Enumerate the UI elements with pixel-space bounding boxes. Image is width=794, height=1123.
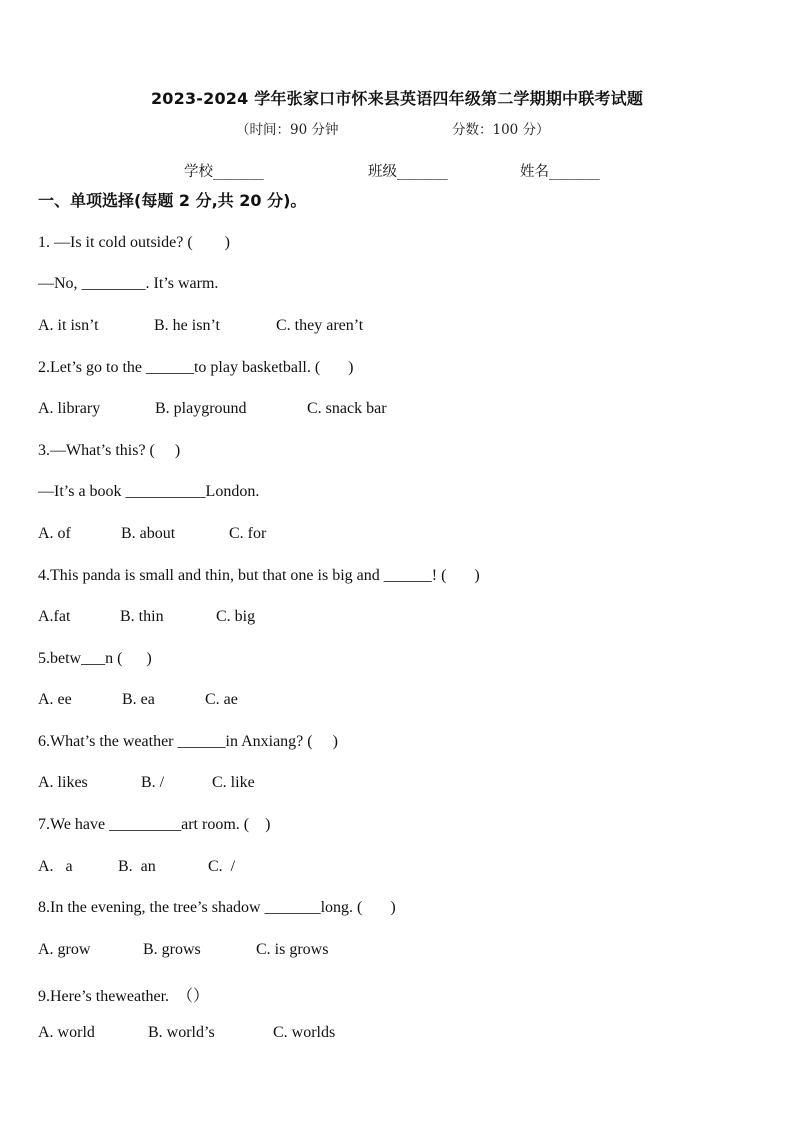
option-c: C. like [212,774,255,791]
question-5-line-1: 5.betw___n ( ) [38,650,152,667]
option-b: B. world’s [148,1024,215,1041]
option-b: B. / [141,774,165,791]
question-2-line-1: 2.Let’s go to the ______to play basketball. ( ) [38,359,354,376]
page-title: 2023-2024 学年张家口市怀来县英语四年级第二学期期中联考试题 [150,89,644,108]
option-a: A. likes [38,774,88,791]
option-c: C. big [216,608,256,625]
option-c: C. snack bar [307,400,387,417]
section-heading: 一、单项选择(每题 2 分,共 20 分)。 [38,191,307,210]
option-c: C. worlds [273,1024,336,1041]
question-7-line-1: 7.We have _________art room. ( ) [38,816,271,833]
class-field: 班级_______ [368,164,448,180]
question-1-line-2: —No, ________. It’s warm. [38,275,219,292]
name-field: 姓名_______ [520,164,600,180]
question-3-line-2: —It’s a book __________London. [38,483,260,500]
option-a: A. grow [38,941,91,958]
option-c: C. for [229,525,267,542]
school-field: 学校_______ [184,164,264,180]
option-a: A. world [38,1024,95,1041]
question-6-line-1: 6.What’s the weather ______in Anxiang? ( ) [38,733,338,750]
option-a: A. library [38,400,101,417]
option-c: C. they aren’t [276,317,364,334]
option-a: A. it isn’t [38,317,99,334]
option-a: A. ee [38,691,72,708]
option-a: A. a [38,858,73,875]
option-a: A. of [38,525,71,542]
question-3-line-1: 3.—What’s this? ( ) [38,442,181,459]
question-9-line-1: 9.Here’s theweather. （） [38,988,210,1005]
question-8-line-1: 8.In the evening, the tree’s shadow _______long. ( ) [38,899,396,916]
option-b: B. about [121,525,176,542]
exam-score: 分数：100 分） [452,122,550,138]
option-a: A.fat [38,608,71,625]
option-b: B. ea [122,691,155,708]
option-b: B. he isn’t [154,317,220,334]
question-1-line-1: 1. —Is it cold outside? ( ) [38,234,230,251]
option-b: B. grows [143,941,201,958]
option-c: C. is grows [256,941,329,958]
exam-time: （时间：90 分钟 [236,122,339,138]
option-c: C. ae [205,691,238,708]
option-b: B. an [118,858,156,875]
option-b: B. thin [120,608,164,625]
option-c: C. / [208,858,236,875]
question-4-line-1: 4.This panda is small and thin, but that one is big and ______! ( ) [38,567,480,584]
option-b: B. playground [155,400,247,417]
